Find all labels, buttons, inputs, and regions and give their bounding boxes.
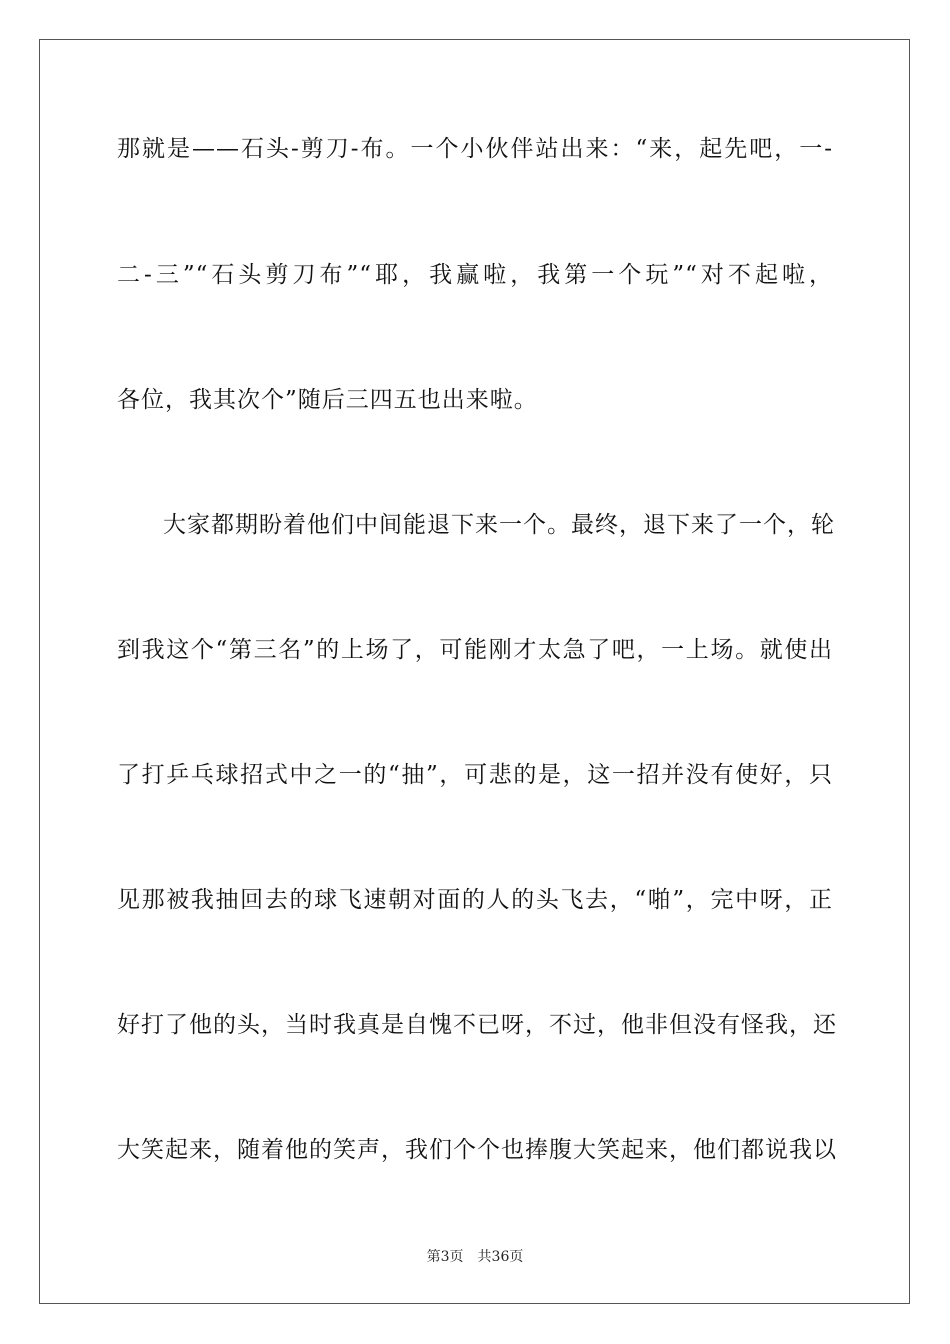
text-line-3: 各位，我其次个”随后三四五也出来啦。: [117, 387, 538, 413]
text-line-9: 大笑起来，随着他的笑声，我们个个也捧腹大笑起来，他们都说我以: [117, 1137, 837, 1163]
text-line-2: 二-三”“石头剪刀布”“耶，我赢啦，我第一个玩”“对不起啦，: [117, 262, 833, 288]
text-line-8: 好打了他的头，当时我真是自愧不已呀，不过，他非但没有怪我，还: [117, 1012, 837, 1038]
text-line-5: 到我这个“第三名”的上场了，可能刚才太急了吧，一上场。就使出: [117, 637, 833, 663]
page-number: 第3页: [426, 1249, 464, 1265]
page-footer: [0, 1248, 950, 1266]
paragraph-start-line: 大家都期盼着他们中间能退下来一个。最终，退下来了一个，轮: [163, 512, 835, 538]
text-line-7: 见那被我抽回去的球飞速朝对面的人的头飞去，“啪”，完中呀，正: [117, 887, 833, 913]
page-total: 共36页: [477, 1249, 524, 1265]
text-line-1: 那就是——石头-剪刀-布。一个小伙伴站出来：“来，起先吧，一-: [117, 136, 833, 162]
page-border: [39, 39, 910, 1304]
text-line-6: 了打乒乓球招式中之一的“抽”，可悲的是，这一招并没有使好，只: [117, 762, 833, 788]
